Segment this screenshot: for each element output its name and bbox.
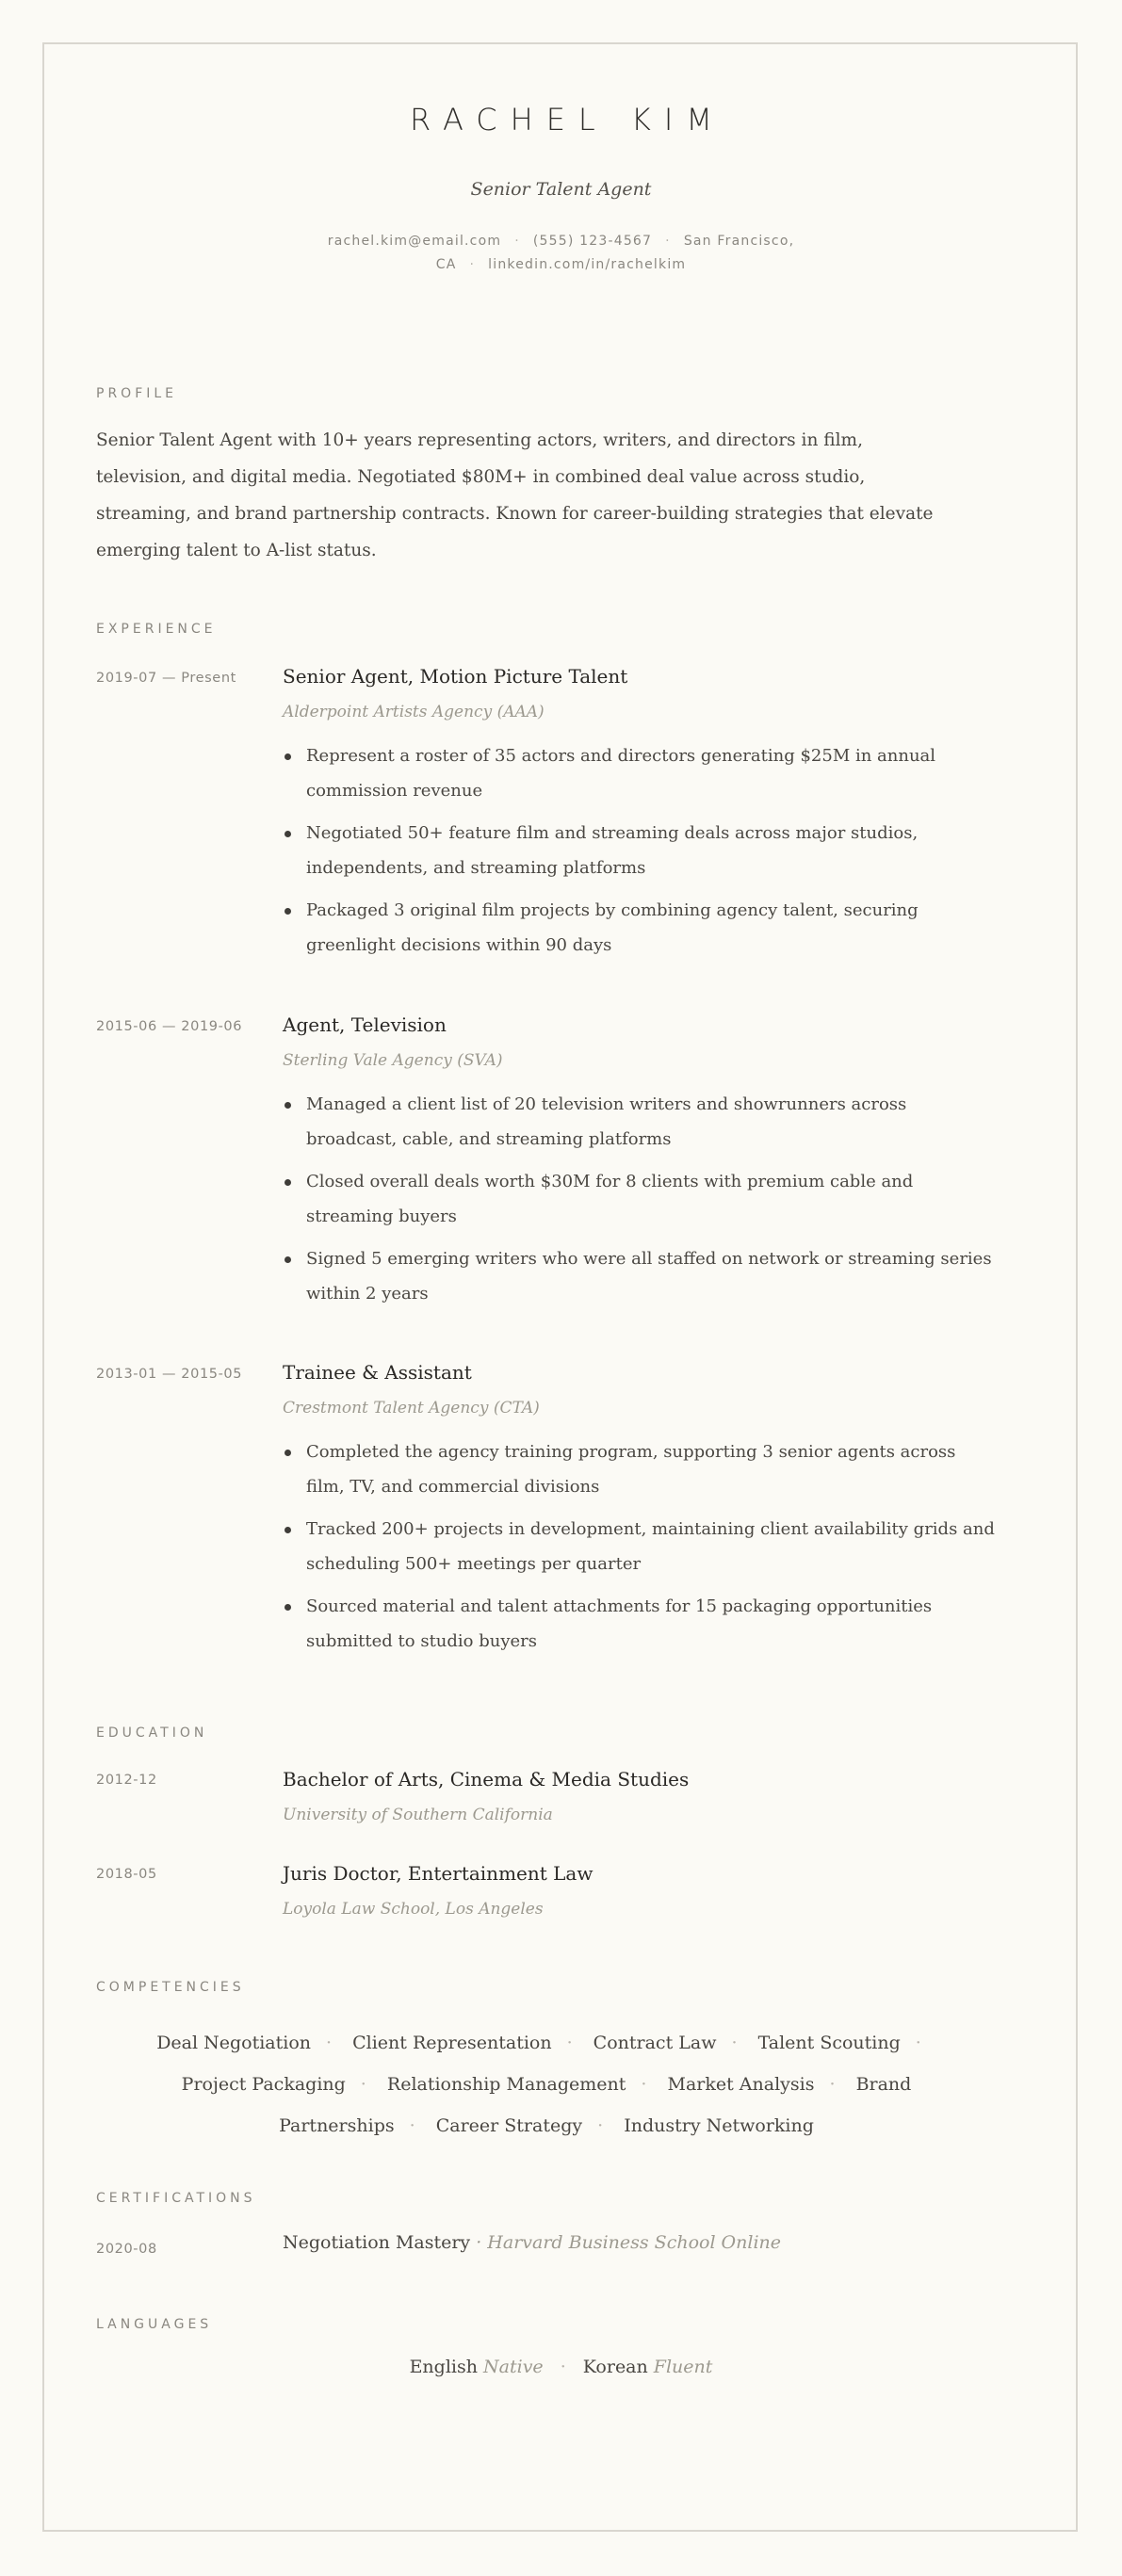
experience-role: Trainee & Assistant <box>283 1361 472 1384</box>
section-heading-certifications: CERTIFICATIONS <box>96 2191 256 2206</box>
certification-entry <box>283 2232 781 2253</box>
certification-name: Negotiation Mastery <box>283 2232 471 2253</box>
education-entry <box>283 1766 999 1826</box>
section-heading-profile: PROFILE <box>96 386 178 401</box>
experience-bullets <box>283 738 999 963</box>
section-heading-experience: EXPERIENCE <box>96 622 217 637</box>
competency-item: Project Packaging <box>181 2074 346 2095</box>
certification-issuer: · Harvard Business School Online <box>476 2232 782 2253</box>
competency-item: Market Analysis <box>667 2074 815 2095</box>
education-date: 2012-12 <box>96 1773 157 1788</box>
separator: · <box>915 2033 921 2053</box>
bullet-item: Represent a roster of 35 actors and directors generating $25M in annual commission revenue <box>306 738 999 808</box>
experience-entry <box>283 1012 999 1319</box>
competency-item: Career Strategy <box>435 2115 583 2136</box>
separator: · <box>829 2074 836 2095</box>
language-name: Korean <box>582 2357 648 2377</box>
education-degree: Bachelor of Arts, Cinema & Media Studies <box>283 1768 690 1790</box>
separator: · <box>566 2033 573 2053</box>
separator: · <box>514 234 520 250</box>
education-entry <box>283 1860 999 1920</box>
bullet-item: Sourced material and talent attachments for 15 packaging opportunities submitted to studio buyers <box>306 1589 999 1659</box>
languages-list <box>0 2357 1122 2377</box>
separator: · <box>597 2115 604 2136</box>
experience-role: Agent, Television <box>283 1013 447 1036</box>
separator: · <box>665 234 671 250</box>
competency-item: Industry Networking <box>624 2115 814 2136</box>
separator: · <box>409 2115 415 2136</box>
bullet-item: Negotiated 50+ feature film and streaming deals across major studios, independents, and streaming platforms <box>306 816 999 885</box>
separator: · <box>641 2074 647 2095</box>
experience-role: Senior Agent, Motion Picture Talent <box>283 665 628 688</box>
competency-item: Contract Law <box>593 2033 717 2053</box>
competency-item: Brand Partnerships <box>279 2074 912 2136</box>
experience-bullets <box>283 1434 999 1659</box>
experience-entry <box>283 1359 999 1666</box>
contact-phone: (555) 123-4567 <box>532 234 653 250</box>
separator: · <box>360 2074 366 2095</box>
contact-linkedin[interactable]: linkedin.com/in/rachelkim <box>488 257 687 273</box>
section-heading-competencies: COMPETENCIES <box>96 1980 245 1995</box>
bullet-item: Closed overall deals worth $30M for 8 clients with premium cable and streaming buyers <box>306 1164 999 1234</box>
competencies-list <box>132 2022 961 2147</box>
experience-dates: 2019-07 — Present <box>96 671 236 686</box>
certification-date: 2020-08 <box>96 2242 157 2257</box>
candidate-name: RACHEL KIM <box>410 102 725 138</box>
education-school: Loyola Law School, Los Angeles <box>283 1900 544 1919</box>
language-name: English <box>409 2357 478 2377</box>
education-date: 2018-05 <box>96 1867 157 1882</box>
separator: · <box>560 2357 566 2377</box>
contact-location: San Francisco, CA <box>435 234 795 273</box>
contact-line <box>317 230 806 277</box>
bullet-item: Signed 5 emerging writers who were all staffed on network or streaming series within 2 years <box>306 1241 999 1311</box>
experience-org: Alderpoint Artists Agency (AAA) <box>283 703 545 721</box>
experience-dates: 2013-01 — 2015-05 <box>96 1367 243 1382</box>
separator: · <box>469 257 476 273</box>
separator: · <box>326 2033 333 2053</box>
competency-item: Talent Scouting <box>757 2033 901 2053</box>
contact-email[interactable]: rachel.kim@email.com <box>327 234 502 250</box>
competency-item: Client Representation <box>352 2033 552 2053</box>
bullet-item: Tracked 200+ projects in development, maintaining client availability grids and scheduling 500+ meetings per quarter <box>306 1512 999 1581</box>
bullet-item: Managed a client list of 20 television writers and showrunners across broadcast, cable, and streaming platforms <box>306 1087 999 1157</box>
education-degree: Juris Doctor, Entertainment Law <box>283 1862 594 1885</box>
experience-org: Sterling Vale Agency (SVA) <box>283 1051 503 1070</box>
experience-entry <box>283 663 999 970</box>
profile-summary: Senior Talent Agent with 10+ years representing actors, writers, and directors in film, television, and digital media. Negotiated $80M+ in combined deal value across studio, streaming, and brand partnership contracts. Known for career-building strategies that elevate emerging talent to A-list status. <box>96 430 934 560</box>
language-level: Fluent <box>653 2357 713 2377</box>
bullet-item: Completed the agency training program, supporting 3 senior agents across film, TV, and commercial divisions <box>306 1434 999 1504</box>
competency-item: Relationship Management <box>386 2074 626 2095</box>
education-school: University of Southern California <box>283 1806 553 1824</box>
language-level: Native <box>483 2357 544 2377</box>
resume-header <box>0 102 1122 277</box>
candidate-title: Senior Talent Agent <box>470 179 652 201</box>
competency-item: Deal Negotiation <box>156 2033 312 2053</box>
experience-bullets <box>283 1087 999 1311</box>
experience-dates: 2015-06 — 2019-06 <box>96 1019 243 1034</box>
section-heading-languages: LANGUAGES <box>96 2317 213 2332</box>
experience-org: Crestmont Talent Agency (CTA) <box>283 1399 540 1418</box>
section-heading-education: EDUCATION <box>96 1725 208 1741</box>
bullet-item: Packaged 3 original film projects by combining agency talent, securing greenlight decisions within 90 days <box>306 893 999 963</box>
separator: · <box>731 2033 738 2053</box>
